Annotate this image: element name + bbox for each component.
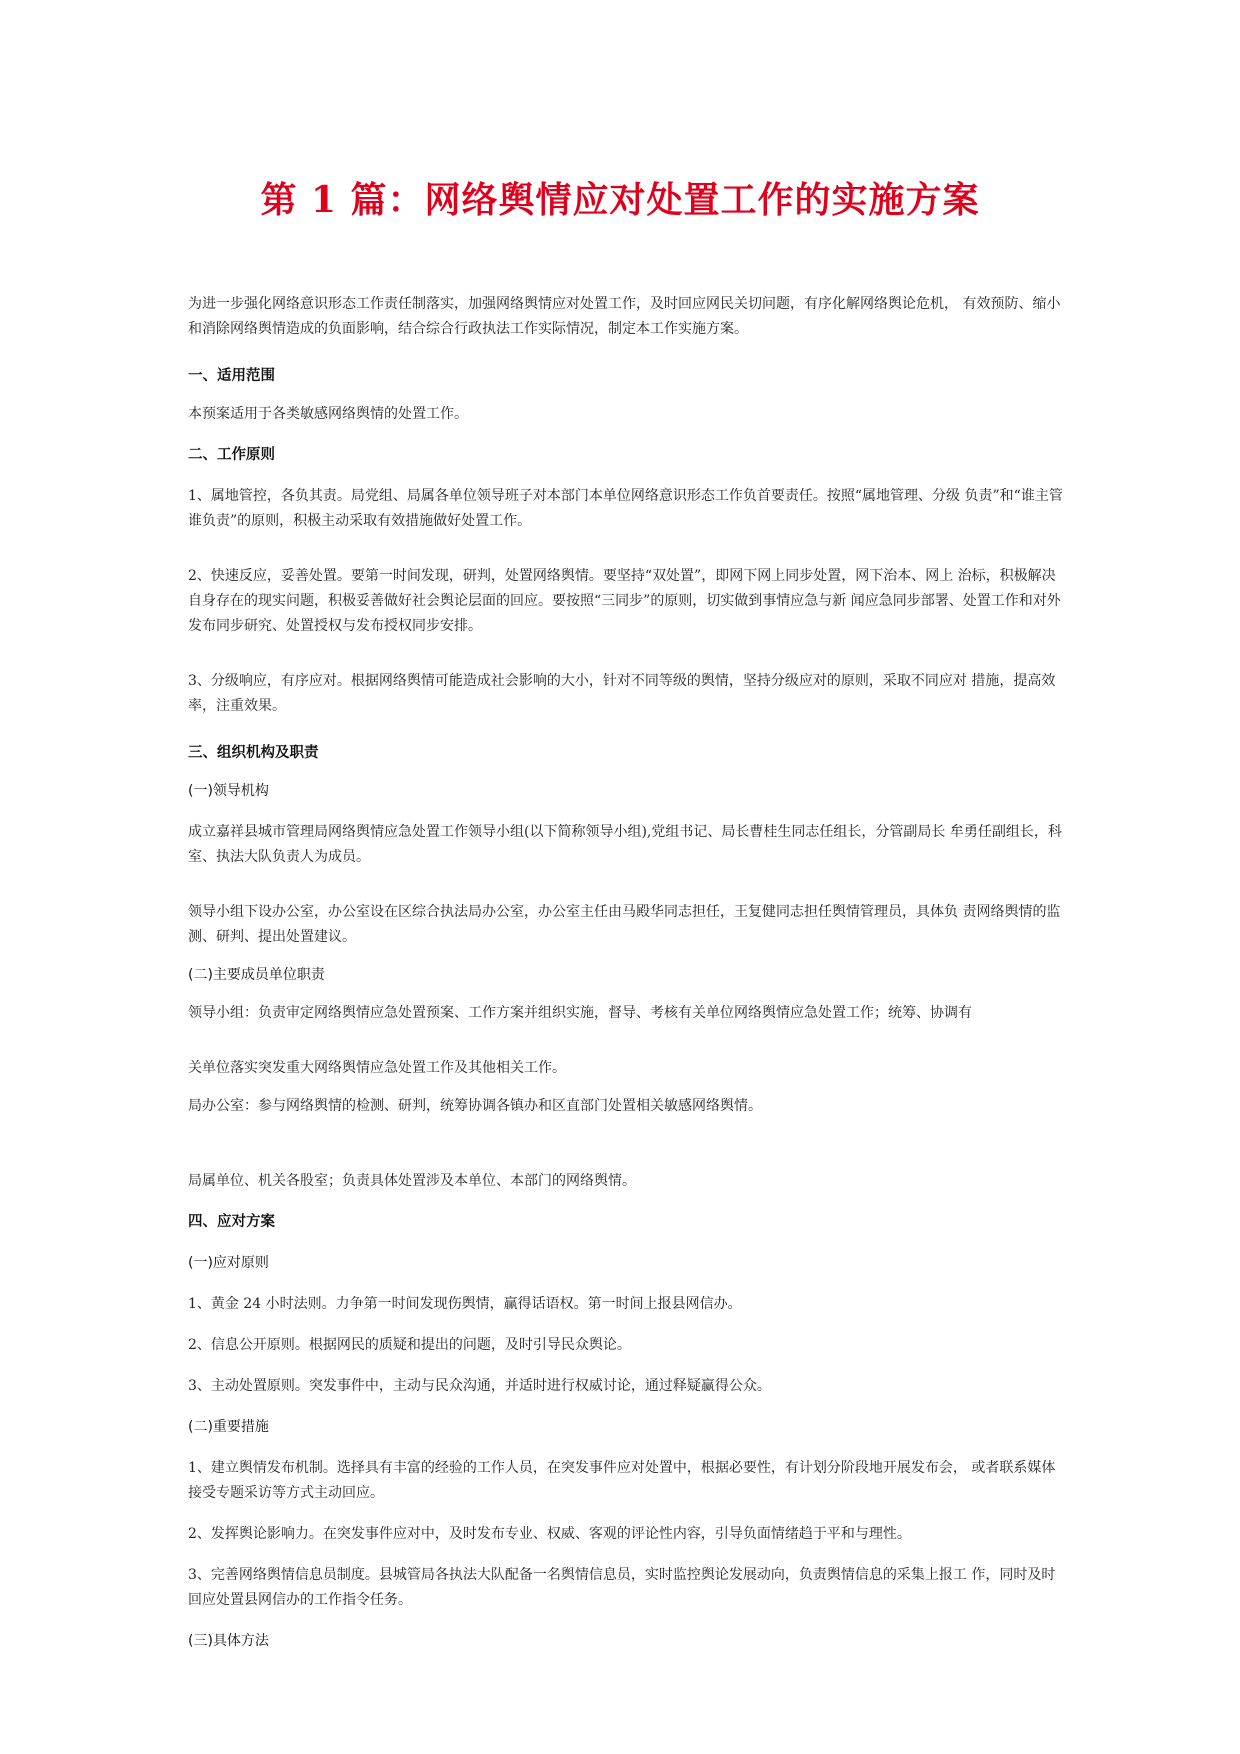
section-1-paragraph-1: 本预案适用于各类敏感网络舆情的处置工作。	[188, 406, 468, 422]
section-2-paragraph-1: 1、属地管控，各负其责。局党组、局属各单位领导班子对本部门本单位网络意识形态工作负首要责任。按照“属地管理、分级 负责”和“谁主管谁负责”的原则，积极主动采取有效措施做好处置工作。	[188, 488, 1063, 529]
section-4-paragraph-1: 1、黄金 24 小时法则。力争第一时间发现伤舆情，赢得话语权。第一时间上报县网信办。	[188, 1296, 742, 1312]
section-4-paragraph-3: 3、主动处置原则。突发事件中，主动与民众沟通，并适时进行权威讨论，通过释疑赢得公众。	[188, 1378, 771, 1394]
section-2-paragraph-2: 2、快速反应，妥善处置。要第一时间发现，研判，处置网络舆情。要坚持“双处置”，即网下网上同步处置，网下治本、网上 治标，积极解决自身存在的现实问题，积极妥善做好社会舆论层面的回应。要按照“三同步”的原则，切实做到事情应急与新 闻应急同步部署、处置工作和对外发布同步研究、处置授权与发布授权同步安排。	[188, 568, 1061, 634]
section-4-heading: 四、应对方案	[188, 1214, 275, 1230]
document-body	[188, 292, 1068, 1654]
section-3-paragraph-3: 领导小组：负责审定网络舆情应急处置预案、工作方案并组织实施，督导、考核有关单位网络舆情应急处置工作；统筹、协调有	[188, 1005, 972, 1021]
section-3-paragraph-5: 局办公室：参与网络舆情的检测、研判，统筹协调各镇办和区直部门处置相关敏感网络舆情。	[188, 1098, 762, 1114]
section-3-subheading-1: (一)领导机构	[188, 783, 269, 799]
section-4-paragraph-6: 3、完善网络舆情信息员制度。县城管局各执法大队配备一名舆情信息员，实时监控舆论发展动向，负责舆情信息的采集上报工 作，同时及时回应处置县网信办的工作指令任务。	[188, 1567, 1056, 1608]
section-2-heading: 二、工作原则	[188, 447, 275, 463]
section-2-paragraph-3: 3、分级响应，有序应对。根据网络舆情可能造成社会影响的大小，针对不同等级的舆情，坚持分级应对的原则，采取不同应对 措施，提高效率，注重效果。	[188, 673, 1056, 714]
section-3-heading: 三、组织机构及职责	[188, 745, 319, 761]
section-4-paragraph-4: 1、建立舆情发布机制。选择具有丰富的经验的工作人员，在突发事件应对处置中，根据必要性，有计划分阶段地开展发布会， 或者联系媒体接受专题采访等方式主动回应。	[188, 1460, 1056, 1501]
section-4-subheading-3: (三)具体方法	[188, 1633, 269, 1649]
section-4-subheading-2: (二)重要措施	[188, 1419, 269, 1435]
section-4-paragraph-2: 2、信息公开原则。根据网民的质疑和提出的问题，及时引导民众舆论。	[188, 1337, 631, 1353]
section-3-paragraph-6: 局属单位、机关各股室；负责具体处置涉及本单位、本部门的网络舆情。	[188, 1173, 636, 1189]
section-3-paragraph-2: 领导小组下设办公室，办公室设在区综合执法局办公室，办公室主任由马殿华同志担任，王复健同志担任舆情管理员，具体负 责网络舆情的监测、研判、提出处置建议。	[188, 904, 1061, 945]
section-1-heading: 一、适用范围	[188, 368, 275, 384]
section-4-subheading-1: (一)应对原则	[188, 1255, 269, 1271]
section-3-paragraph-4: 关单位落实突发重大网络舆情应急处置工作及其他相关工作。	[188, 1060, 566, 1076]
section-3-paragraph-1: 成立嘉祥县城市管理局网络舆情应急处置工作领导小组(以下简称领导小组),党组书记、局长曹桂生同志任组长，分管副局长 牟勇任副组长，科室、执法大队负责人为成员。	[188, 824, 1062, 865]
section-3-subheading-2: (二)主要成员单位职责	[188, 967, 325, 983]
intro-paragraph: 为进一步强化网络意识形态工作责任制落实，加强网络舆情应对处置工作，及时回应网民关切问题，有序化解网络舆论危机， 有效预防、缩小和消除网络舆情造成的负面影响，结合综合行政执法工作实际情况，制定本工作实施方案。	[188, 296, 1061, 337]
document-title: 第 1 篇：网络舆情应对处置工作的实施方案	[260, 179, 980, 221]
section-4-paragraph-5: 2、发挥舆论影响力。在突发事件应对中，及时发布专业、权威、客观的评论性内容，引导负面情绪趋于平和与理性。	[188, 1526, 911, 1542]
